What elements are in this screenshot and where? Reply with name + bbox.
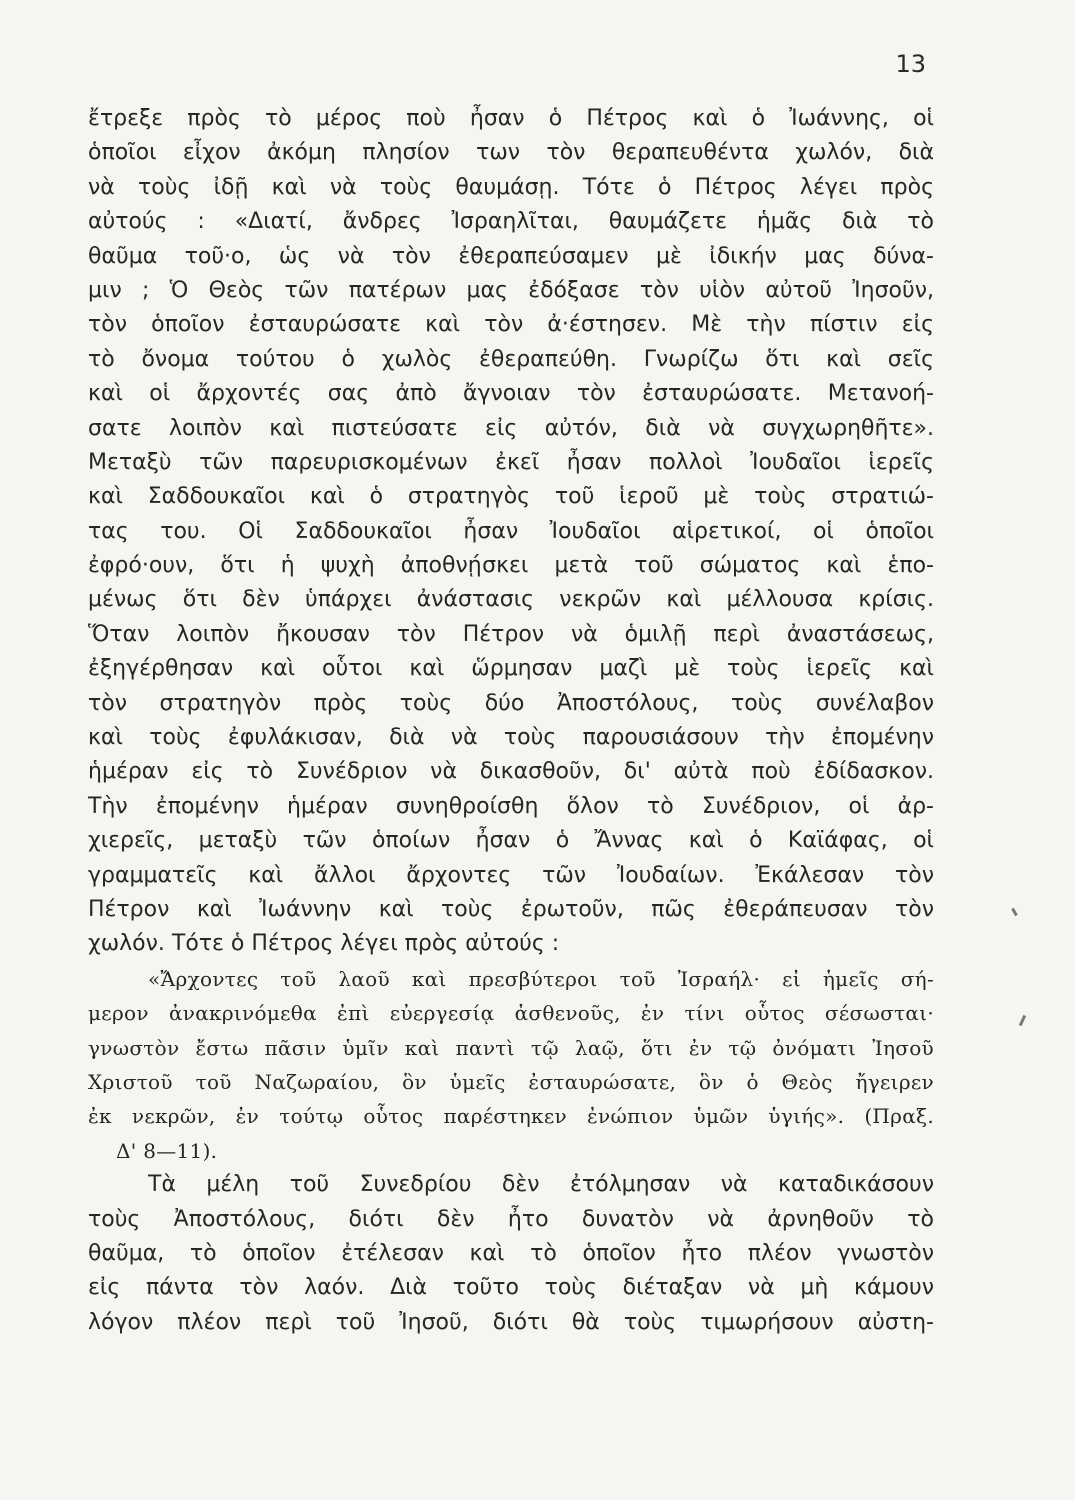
text-line: μιν ; Ὁ Θεὸς τῶν πατέρων μας ἐδόξασε τὸν υἱὸν αὐτοῦ Ἰησοῦν, [88, 277, 934, 303]
quote-line: Δ' 8—11). [116, 1138, 218, 1163]
text-line: νὰ τοὺς ἰδῇ καὶ νὰ τοὺς θαυμάσῃ. Τότε ὁ Πέτρος λέγει πρὸς [88, 174, 934, 200]
text-line: χιερεῖς, μεταξὺ τῶν ὁποίων ἦσαν ὁ Ἄννας καὶ ὁ Καϊάφας, οἱ [88, 828, 934, 854]
text-line: μένως ὅτι δὲν ὑπάρχει ἀνάστασις νεκρῶν καὶ μέλλουσα κρίσις. [88, 587, 934, 613]
quote-line: «Ἄρχοντες τοῦ λαοῦ καὶ πρεσβύτεροι τοῦ Ἰσραήλ· εἰ ἡμεῖς σή- [148, 966, 934, 991]
main-text-block [88, 102, 934, 1340]
text-line: αὐτούς : «Διατί, ἄνδρες Ἰσραηλῖται, θαυμάζετε ἡμᾶς διὰ τὸ [88, 209, 934, 235]
text-line: Ὅταν λοιπὸν ἤκουσαν τὸν Πέτρον νὰ ὁμιλῇ περὶ ἀναστάσεως, [88, 621, 934, 647]
text-line: Μεταξὺ τῶν παρευρισκομένων ἐκεῖ ἦσαν πολλοὶ Ἰουδαῖοι ἱερεῖς [88, 449, 934, 475]
text-line: σατε λοιπὸν καὶ πιστεύσατε εἰς αὐτόν, διὰ νὰ συγχωρηθῆτε». [88, 415, 934, 441]
text-line: ὁποῖοι εἶχον ἀκόμη πλησίον των τὸν θεραπευθέντα χωλόν, διὰ [88, 140, 934, 166]
quote-line: γνωστὸν ἔστω πᾶσιν ὑμῖν καὶ παντὶ τῷ λαῷ, ὅτι ἐν τῷ ὀνόματι Ἰησοῦ [88, 1035, 934, 1060]
text-line: Πέτρον καὶ Ἰωάννην καὶ τοὺς ἐρωτοῦν, πῶς ἐθεράπευσαν τὸν [88, 896, 934, 922]
text-line: χωλόν. Τότε ὁ Πέτρος λέγει πρὸς αὐτούς : [88, 931, 560, 957]
text-line: λόγον πλέον περὶ τοῦ Ἰησοῦ, διότι θὰ τοὺς τιμωρήσουν αὐστη- [88, 1309, 934, 1335]
text-line: γραμματεῖς καὶ ἄλλοι ἄρχοντες τῶν Ἰουδαίων. Ἐκάλεσαν τὸν [88, 862, 934, 888]
text-line: ἡμέραν εἰς τὸ Συνέδριον νὰ δικασθοῦν, δι' αὐτὰ ποὺ ἐδίδασκον. [88, 759, 934, 785]
text-line: τας του. Οἱ Σαδδουκαῖοι ἦσαν Ἰουδαῖοι αἱρετικοί, οἱ ὁποῖοι [88, 518, 934, 544]
text-line: ἔτρεξε πρὸς τὸ μέρος ποὺ ἦσαν ὁ Πέτρος καὶ ὁ Ἰωάννης, οἱ [88, 106, 934, 131]
page-number: 13 [895, 50, 926, 78]
quote-line: ἐκ νεκρῶν, ἐν τούτῳ οὗτος παρέστηκεν ἐνώπιον ὑμῶν ὑγιής». (Πραξ. [88, 1104, 934, 1129]
text-line: τὸν ὁποῖον ἐσταυρώσατε καὶ τὸν ἀ·έστησεν. Μὲ τὴν πίστιν εἰς [88, 312, 934, 338]
text-line: ἐφρό·ουν, ὅτι ἡ ψυχὴ ἀποθνῄσκει μετὰ τοῦ σώματος καὶ ἑπο- [88, 553, 934, 579]
text-line: τὸν στρατηγὸν πρὸς τοὺς δύο Ἀποστόλους, τοὺς συνέλαβον [88, 690, 934, 716]
text-line: τοὺς Ἀποστόλους, διότι δὲν ἦτο δυνατὸν νὰ ἀρνηθοῦν τὸ [88, 1206, 934, 1232]
text-line: Τὰ μέλη τοῦ Συνεδρίου δὲν ἐτόλμησαν νὰ καταδικάσουν [148, 1172, 934, 1198]
text-line: εἰς πάντα τὸν λαόν. Διὰ τοῦτο τοὺς διέταξαν νὰ μὴ κάμουν [88, 1275, 934, 1301]
scan-speck-mark [1011, 908, 1018, 916]
scan-speck-mark [1019, 1015, 1026, 1026]
quote-line: Χριστοῦ τοῦ Ναζωραίου, ὃν ὑμεῖς ἐσταυρώσατε, ὃν ὁ Θεὸς ἤγειρεν [88, 1069, 934, 1094]
text-line: Τὴν ἐπομένην ἡμέραν συνηθροίσθη ὅλον τὸ Συνέδριον, οἱ ἀρ- [88, 793, 934, 819]
text-line: καὶ Σαδδουκαῖοι καὶ ὁ στρατηγὸς τοῦ ἱεροῦ μὲ τοὺς στρατιώ- [88, 484, 934, 510]
quote-line: μερον ἀνακρινόμεθα ἐπὶ εὐεργεσίᾳ ἀσθενοῦς, ἐν τίνι οὗτος σέσωσται· [88, 1001, 934, 1026]
text-line: τὸ ὄνομα τούτου ὁ χωλὸς ἐθεραπεύθη. Γνωρίζω ὅτι καὶ σεῖς [88, 346, 934, 372]
text-line: καὶ τοὺς ἐφυλάκισαν, διὰ νὰ τοὺς παρουσιάσουν τὴν ἐπομένην [88, 725, 934, 751]
text-line: καὶ οἱ ἄρχοντές σας ἀπὸ ἄγνοιαν τὸν ἐσταυρώσατε. Μετανοή- [88, 381, 934, 407]
text-line: θαῦμα, τὸ ὁποῖον ἐτέλεσαν καὶ τὸ ὁποῖον ἦτο πλέον γνωστὸν [88, 1240, 934, 1266]
text-line: θαῦμα τοῦ·ο, ὡς νὰ τὸν ἐθεραπεύσαμεν μὲ ἰδικήν μας δύνα- [88, 243, 934, 269]
text-line: ἐξηγέρθησαν καὶ οὗτοι καὶ ὥρμησαν μαζὶ μὲ τοὺς ἱερεῖς καὶ [88, 656, 934, 682]
